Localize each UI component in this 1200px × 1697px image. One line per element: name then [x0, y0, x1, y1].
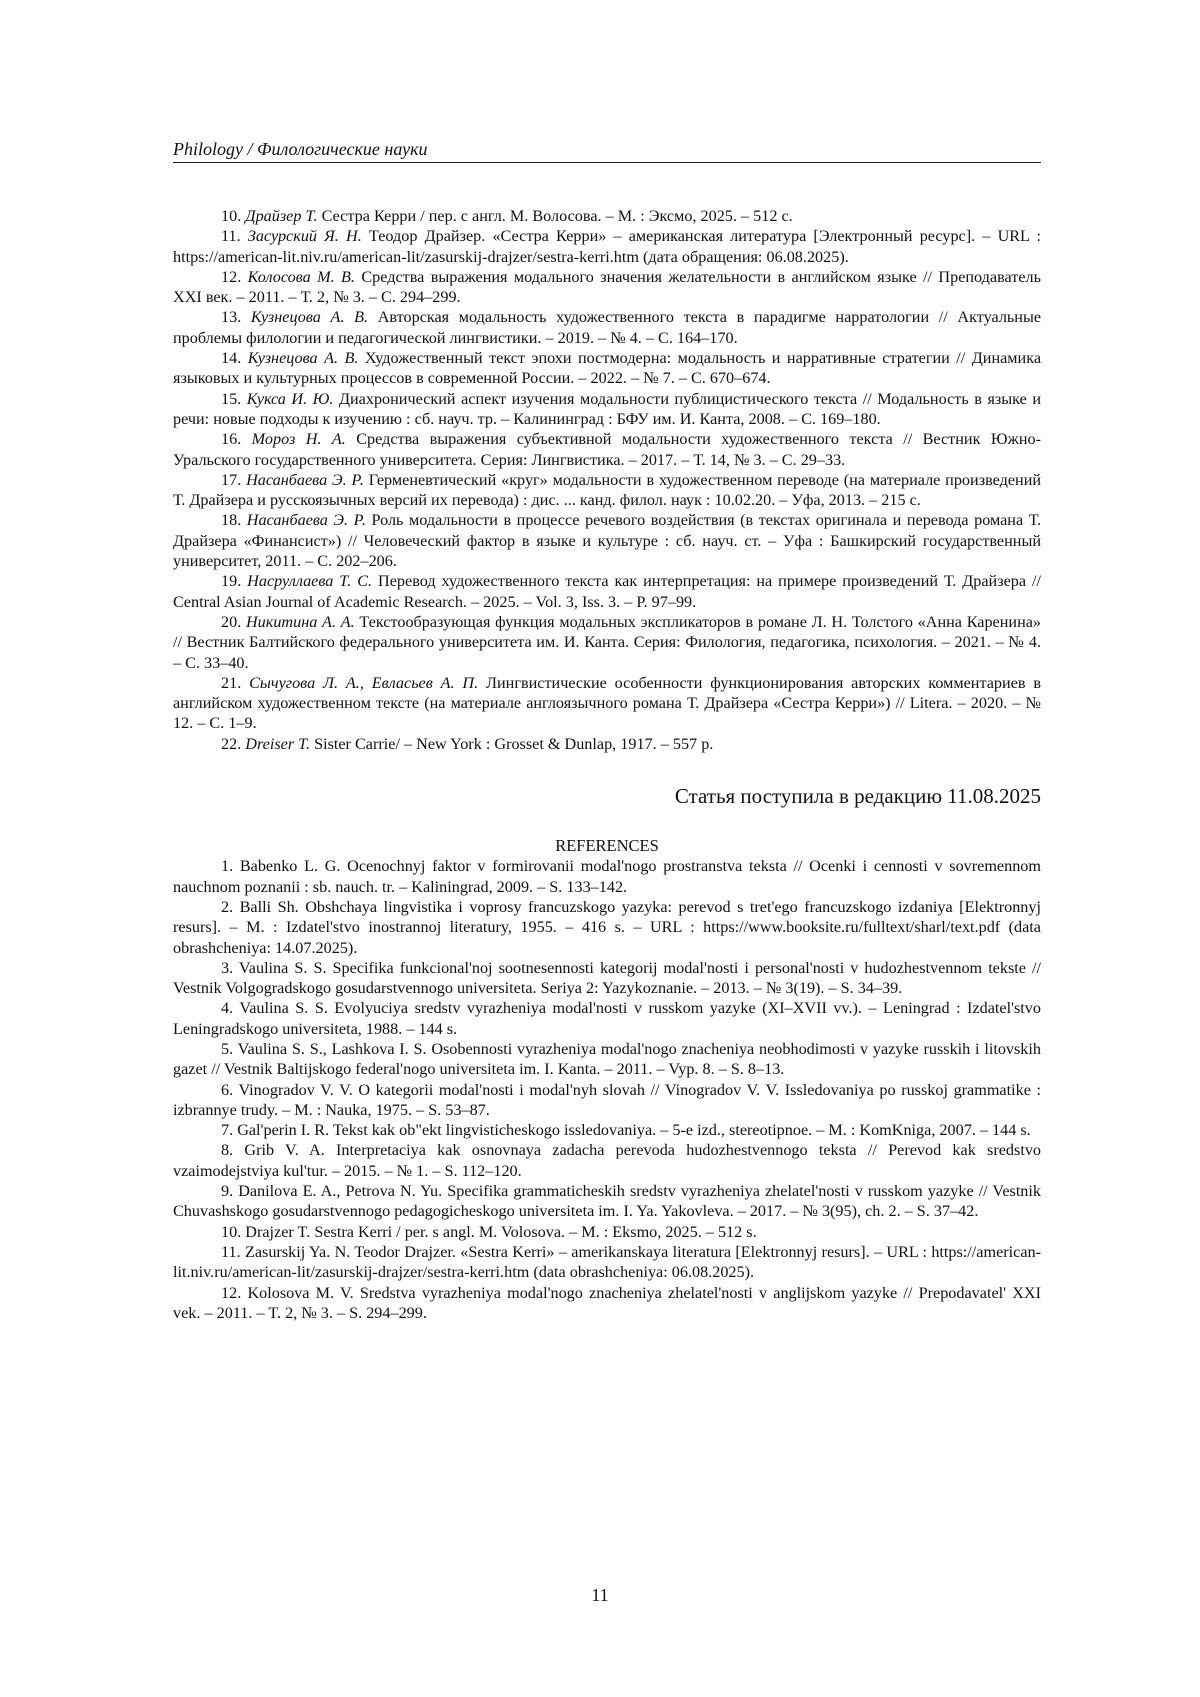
reference-entry	[173, 571, 1041, 612]
reference-number: 12.	[221, 1283, 242, 1302]
reference-text: Диахронический аспект изучения модальности публицистического текста // Модальность в языке и речи: новые подходы к изучению : сб. науч. тр. – Калининград : БФУ им. И. Канта, 2008. – С. 169–180.	[173, 389, 1042, 428]
reference-number: 16.	[221, 430, 242, 449]
reference-text: Vinogradov V. V. O kategorii modal'nosti i modal'nyh slovah // Vinogradov V. V. Issledovaniya po russkoj grammatike : izbrannye trudy. – M. : Nauka, 1975. – S. 53–87.	[173, 1080, 1041, 1119]
reference-entry	[173, 307, 1041, 348]
reference-entry	[173, 1039, 1041, 1080]
reference-author: Драйзер Т.	[245, 207, 318, 225]
bibliography-list-ru	[173, 206, 1041, 754]
reference-text: Vaulina S. S. Specifika funkcional'noj sootnesennosti kategorij modal'nosti i personal'nosti v hudozhestvennom tekste // Vestnik Volgogradskogo gosudarstvennogo universiteta. Seriya 2: Yazykoznanie. – 2013. – № 3(19). – S. 34–39.	[173, 958, 1041, 998]
reference-number: 10.	[221, 207, 242, 225]
reference-entry	[173, 998, 1041, 1039]
reference-entry	[173, 1140, 1041, 1181]
reference-author: Мороз Н. А.	[251, 430, 346, 449]
reference-text: Babenko L. G. Ocenochnyj faktor v formirovanii modal'nogo prostranstva teksta // Ocenki i cennosti v sovremennom nauchnom poznanii : sb. nauch. tr. – Kaliningrad, 2009. – S. 133–142.	[173, 857, 1041, 896]
reference-entry	[173, 897, 1041, 958]
reference-entry	[173, 1283, 1041, 1324]
reference-number: 3.	[221, 958, 234, 977]
reference-entry	[173, 389, 1041, 430]
page-content	[173, 206, 1041, 1323]
reference-author: Никитина А. А.	[245, 612, 355, 631]
reference-number: 5.	[221, 1039, 234, 1058]
reference-entry	[173, 510, 1041, 571]
reference-entry	[173, 206, 1041, 226]
reference-author: Сычугова Л. А., Евласьев А. П.	[249, 673, 479, 692]
reference-number: 7.	[221, 1121, 234, 1140]
reference-text: Vaulina S. S. Evolyuciya sredstv vyrazheniya modal'nosti v russkom yazyke (XI–XVII vv.). – Leningrad : Izdatel'stvo Leningradskogo universiteta, 1988. – 144 s.	[173, 999, 1041, 1038]
reference-entry	[173, 1222, 1041, 1242]
reference-number: 21.	[221, 673, 242, 692]
reference-author: Кукса И. Ю.	[246, 389, 334, 408]
reference-entry	[173, 226, 1041, 267]
reference-number: 4.	[221, 999, 234, 1018]
page-number: 11	[591, 1585, 609, 1605]
reference-text: Герменевтический «круг» модальности в художественном переводе (на материале произведений Т. Драйзера и русскоязычных версий их перевода) : дис. ... канд. филол. наук : 10.02.20. – Уфа, 2013. – 215 с.	[173, 470, 1042, 510]
reference-number: 17.	[221, 470, 242, 489]
reference-text: Zasurskij Ya. N. Teodor Drajzer. «Sestra Kerri» – amerikanskaya literatura [Elektronnyj resurs]. – URL : https://american-lit.niv.ru/american-lit/zasurskij-drajzer/sestra-kerri.htm (data obrashcheniya: 06.08.2025).	[173, 1242, 1041, 1282]
reference-number: 19.	[221, 572, 242, 591]
reference-entry	[173, 856, 1041, 897]
reference-text: Художественный текст эпохи постмодерна: модальность и нарративные стратегии // Динамика языковых и культурных процессов в современной России. – 2022. – № 7. – С. 670–674.	[173, 349, 1042, 388]
reference-text: Kolosova M. V. Sredstva vyrazheniya modal'nogo znacheniya zhelatel'nosti v anglijskom yazyke // Prepodavatel' XXI vek. – 2011. – T. 2, № 3. – S. 294–299.	[173, 1283, 1042, 1322]
reference-number: 1.	[221, 857, 234, 876]
reference-text: Vaulina S. S., Lashkova I. S. Osobennosti vyrazheniya modal'nogo znacheniya neobhodimosti v yazyke russkih i litovskih gazet // Vestnik Baltijskogo federal'nogo universiteta im. I. Kanta. – 2011. – Vyp. 8. – S. 8–13.	[173, 1039, 1041, 1079]
reference-number: 18.	[221, 511, 242, 530]
reference-number: 11.	[221, 227, 241, 246]
reference-entry	[173, 958, 1041, 999]
reference-entry	[173, 734, 1041, 754]
received-date-note: Статья поступила в редакцию 11.08.2025	[674, 784, 1041, 809]
reference-number: 13.	[221, 308, 242, 327]
reference-text: Авторская модальность художественного текста в парадигме нарратологии // Актуальные проблемы филологии и педагогической лингвистики. – 2019. – № 4. – С. 164–170.	[173, 308, 1042, 347]
reference-entry	[173, 348, 1041, 389]
bibliography-list-en	[173, 856, 1041, 1323]
reference-number: 12.	[221, 267, 242, 286]
reference-number: 11.	[221, 1242, 241, 1261]
reference-author: Насруллаева Т. С.	[247, 572, 373, 591]
reference-entry	[173, 1080, 1041, 1121]
reference-text: Лингвистические особенности функционирования авторских комментариев в английском художественном тексте (на материале англоязычного романа Т. Драйзера «Сестра Керри») // Litera. – 2020. – № 12. – С. 1–9.	[173, 673, 1041, 733]
reference-author: Насанбаева Э. Р.	[246, 470, 364, 489]
reference-number: 22.	[221, 734, 242, 753]
reference-author: Dreiser T.	[245, 734, 311, 753]
running-header: Philology / Филологические науки	[173, 138, 1041, 163]
reference-author: Кузнецова А. В.	[250, 308, 369, 327]
reference-text: Текстообразующая функция модальных экспликаторов в романе Л. Н. Толстого «Анна Каренина» // Вестник Балтийского федерального университета им. И. Канта. Серия: Филология, педагогика, психология. – 2021. – № 4. – С. 33–40.	[173, 612, 1042, 672]
reference-text: Grib V. A. Interpretaciya kak osnovnaya zadacha perevoda hudozhestvennogo teksta // Perevod kak sredstvo vzaimodejstviya kul'tur. – 2015. – № 1. – S. 112–120.	[173, 1141, 1042, 1180]
reference-number: 9.	[221, 1182, 234, 1201]
reference-text: Теодор Драйзер. «Сестра Керри» – американская литература [Электронный ресурс]. – URL : https://american-lit.niv.ru/american-lit/zasurskij-drajzer/sestra-kerri.htm (дата обращения: 06.08.2025).	[173, 227, 1042, 266]
reference-number: 10.	[221, 1222, 242, 1241]
reference-author: Кузнецова А. В.	[247, 349, 359, 368]
reference-number: 15.	[221, 389, 242, 408]
reference-author: Засурский Я. Н.	[247, 227, 362, 246]
reference-number: 6.	[221, 1080, 234, 1099]
reference-entry	[173, 1120, 1041, 1140]
reference-number: 8.	[221, 1141, 234, 1160]
reference-text: Перевод художественного текста как интерпретация: на примере произведений Т. Драйзера // Central Asian Journal of Academic Research. – 2025. – Vol. 3, Iss. 3. – P. 97–99.	[173, 572, 1042, 611]
reference-entry	[173, 1181, 1041, 1222]
reference-text: Drajzer T. Sestra Kerri / per. s angl. M. Volosova. – M. : Eksmo, 2025. – 512 s.	[245, 1222, 757, 1241]
reference-entry	[173, 470, 1041, 511]
reference-text: Balli Sh. Obshchaya lingvistika i voprosy francuzskogo yazyka: perevod s tret'ego francuzskogo izdaniya [Elektronnyj resurs]. – M. : Izdatel'stvo inostrannoj literatury, 1955. – 416 s. – URL : https://www.booksite.ru/fulltext/sharl/text.pdf (data obrashcheniya: 14.07.2025).	[173, 897, 1041, 957]
reference-number: 14.	[221, 349, 242, 368]
reference-text: Средства выражения субъективной модальности художественного текста // Вестник Южно-Уральского государственного университета. Серия: Лингвистика. – 2017. – Т. 14, № 3. – С. 29–33.	[173, 430, 1042, 469]
reference-entry	[173, 267, 1041, 308]
reference-entry	[173, 429, 1041, 470]
reference-text: Средства выражения модального значения желательности в английском языке // Преподаватель XXI век. – 2011. – Т. 2, № 3. – С. 294–299.	[173, 267, 1042, 307]
reference-entry	[173, 673, 1041, 734]
reference-text: Danilova E. A., Petrova N. Yu. Specifika grammaticheskih sredstv vyrazheniya zhelatel'nosti v russkom yazyke // Vestnik Chuvashskogo gosudarstvennogo pedagogicheskogo universiteta im. I. Ya. Yakovleva. – 2017. – № 3(95), ch. 2. – S. 37–42.	[173, 1182, 1041, 1221]
references-heading: REFERENCES	[555, 836, 659, 856]
reference-text: Sister Carrie/ – New York : Grosset & Dunlap, 1917. – 557 р.	[314, 734, 714, 753]
reference-number: 2.	[221, 897, 234, 916]
reference-text: Gal'perin I. R. Tekst kak ob"ekt lingvisticheskogo issledovaniya. – 5-e izd., stereotipnoe. – M. : KomKniga, 2007. – 144 s.	[237, 1121, 1031, 1140]
reference-entry	[173, 1242, 1041, 1283]
reference-entry	[173, 612, 1041, 673]
reference-author: Колосова М. В.	[247, 267, 355, 286]
reference-number: 20.	[221, 612, 242, 631]
reference-text: Роль модальности в процессе речевого воздействия (в текстах оригинала и перевода романа Т. Драйзера «Финансист») // Человеческий фактор в языке и культуре : сб. науч. ст. – Уфа : Башкирский государственный университет, 2011. – С. 202–206.	[173, 511, 1042, 571]
reference-text: Сестра Керри / пер. с англ. М. Волосова. – М. : Эксмо, 2025. – 512 с.	[321, 207, 793, 225]
reference-author: Насанбаева Э. Р.	[246, 511, 366, 530]
